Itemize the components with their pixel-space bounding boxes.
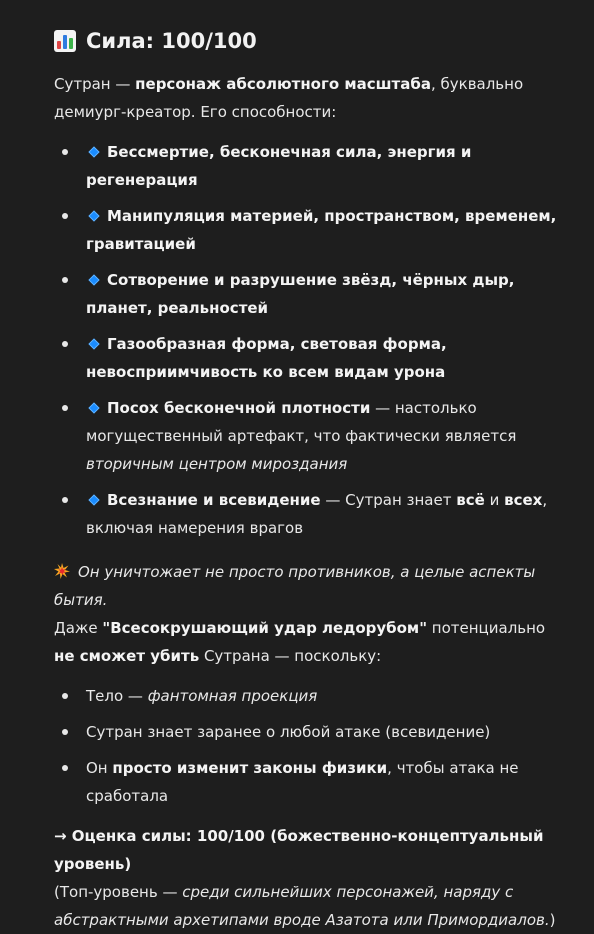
conclusion-italic: среди сильнейших персонажей, наряду с абстрактными архетипами вроде Азатота или Примордиалов. [54,883,550,929]
conclusion-text: ) [549,911,556,929]
destroy-italic: Он уничтожает не просто противников, а целые аспекты бытия. [54,563,536,609]
conclusion-text: (Топ-уровень — [54,883,183,901]
ability-italic: вторичным центром мироздания [86,455,348,473]
ability-text: Сотворение и разрушение звёзд, чёрных дыр, планет, реальностей [86,271,515,317]
ability-text: Манипуляция материей, пространством, временем, гравитацией [86,207,557,253]
list-item [86,394,566,478]
ability-text: Газообразная форма, световая форма, невосприимчивость ко всем видам урона [86,335,447,381]
conclusion-paragraph [54,822,566,934]
ability-text: и [484,491,505,509]
blue-diamond-icon [88,146,99,157]
destroy-bold: не сможет убить [54,647,200,665]
reason-bold: просто изменит законы физики [112,759,388,777]
ability-text: Бессмертие, бесконечная сила, энергия и регенерация [86,143,472,189]
intro-paragraph [54,70,566,126]
heading-text: Сила: 100/100 [86,29,257,53]
destroy-text: Даже [54,619,103,637]
list-item [86,266,566,322]
list-item [86,138,566,194]
blue-diamond-icon [88,494,99,505]
blue-diamond-icon [88,274,99,285]
list-item [86,330,566,386]
intro-suffix: , буквально демиург-креатор. Его способности: [54,75,524,121]
collision-emoji-icon [54,560,70,576]
section-heading [54,26,566,56]
ability-text: — настолько могущественный артефакт, что фактически является [86,399,517,445]
abilities-list [54,138,566,542]
intro-bold: персонаж абсолютного масштаба [135,75,431,93]
destroy-text: Сутрана — поскольку: [199,647,382,665]
reason-text: Сутран знает заранее о любой атаке (всевидение) [86,723,491,741]
conclusion-bold: → Оценка силы: 100/100 (божественно-концептуальный уровень) [54,827,544,873]
ability-text: , включая намерения врагов [86,491,548,537]
destroy-paragraph [54,558,566,670]
blue-diamond-icon [88,338,99,349]
destroy-text: потенциально [427,619,546,637]
reason-text: , чтобы атака не сработала [86,759,519,805]
intro-prefix: Сутран — [54,75,136,93]
list-item [86,718,566,746]
ability-bold: Всезнание и всевидение [107,491,321,509]
ability-bold: Посох бесконечной плотности [107,399,371,417]
destroy-bold: "Всесокрушающий удар ледорубом" [102,619,428,637]
ability-bold: всех [504,491,543,509]
list-item [86,486,566,542]
reason-text: Тело — [86,687,148,705]
bar-chart-emoji-icon [54,30,76,52]
reasons-list [54,682,566,810]
ability-text: — Сутран знает [320,491,457,509]
ability-bold: всё [456,491,485,509]
reason-italic: фантомная проекция [147,687,318,705]
list-item [86,682,566,710]
list-item [86,202,566,258]
blue-diamond-icon [88,402,99,413]
list-item [86,754,566,810]
reason-text: Он [86,759,113,777]
blue-diamond-icon [88,210,99,221]
